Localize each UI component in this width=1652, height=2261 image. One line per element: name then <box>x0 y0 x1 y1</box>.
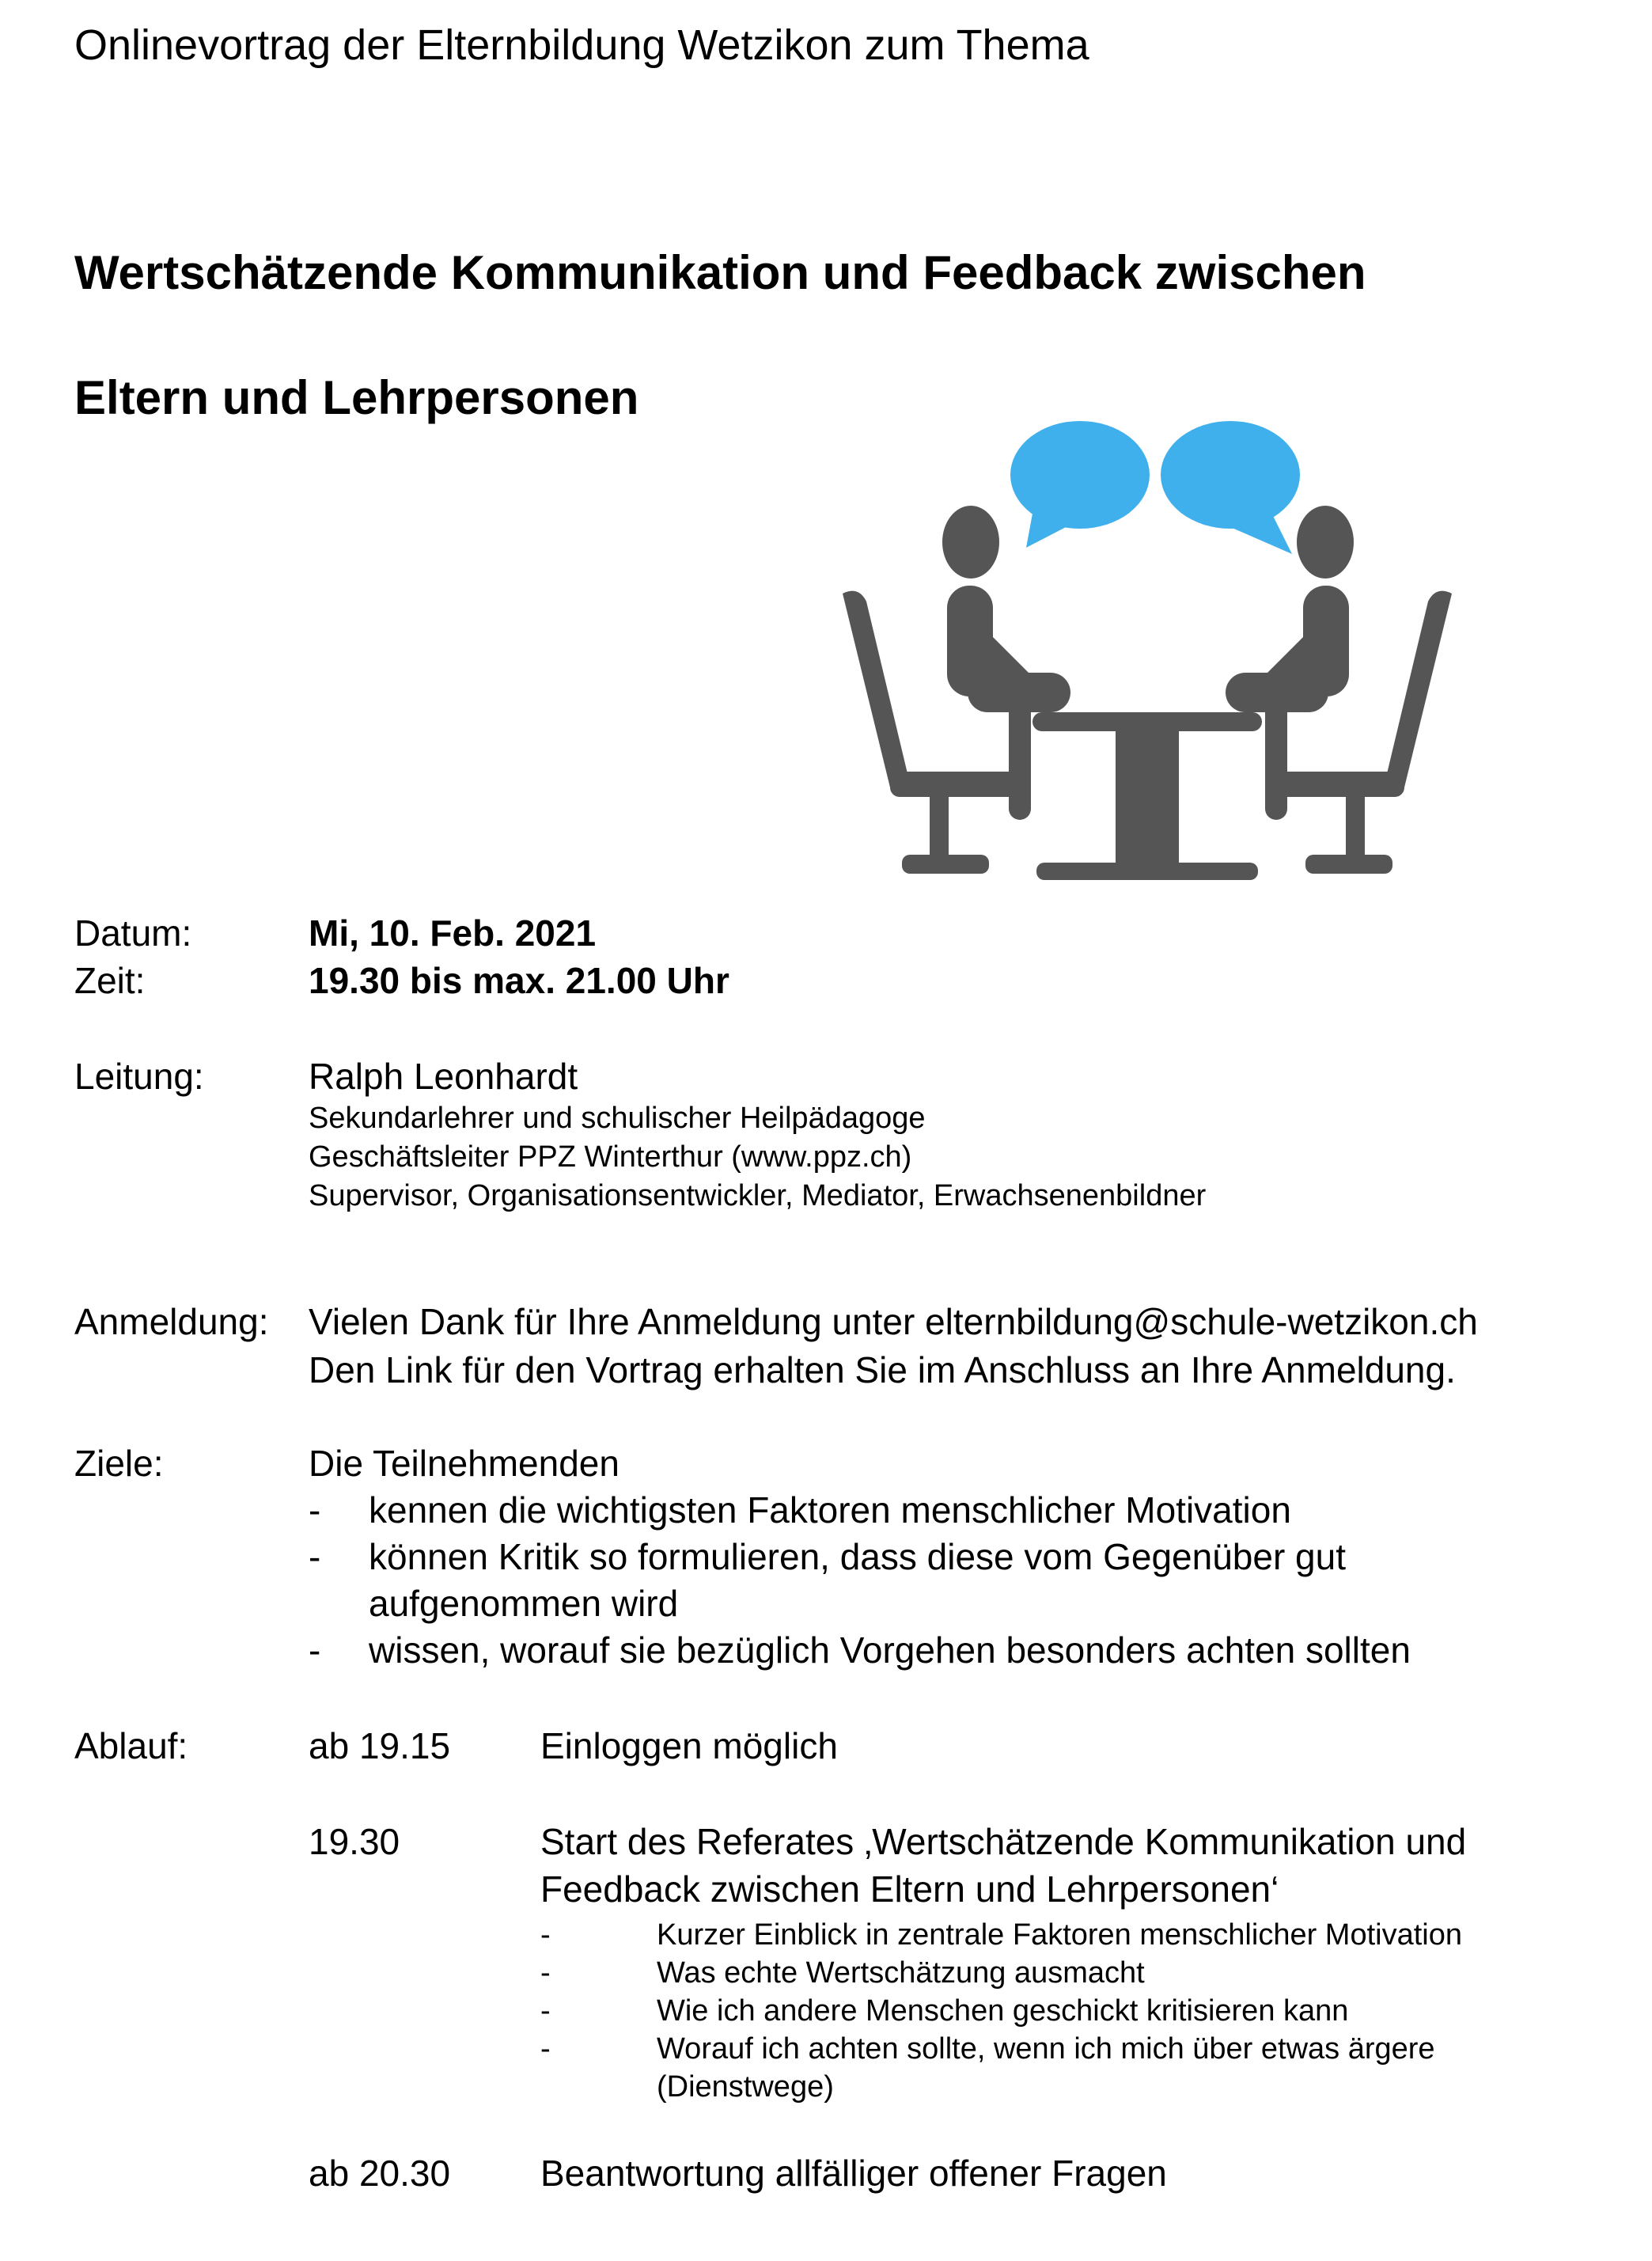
ablauf-subitem-bullet: - <box>540 1956 551 1990</box>
datum-value: Mi, 10. Feb. 2021 <box>309 912 597 954</box>
leitung-name: Ralph Leonhardt <box>309 1056 578 1097</box>
ziele-item: kennen die wichtigsten Faktoren menschlicher Motivation <box>369 1489 1291 1531</box>
ablauf-subitem-bullet: - <box>540 1994 551 2028</box>
ablauf-time: ab 20.30 <box>309 2153 451 2194</box>
leitung-detail: Supervisor, Organisationsentwickler, Mediator, Erwachsenenbildner <box>309 1179 1207 1212</box>
ziele-bullet: - <box>309 1629 321 1671</box>
ablauf-subitem-bullet: - <box>540 2032 551 2066</box>
ablauf-subitem: Kurzer Einblick in zentrale Faktoren menschlicher Motivation <box>657 1918 1462 1952</box>
ziele-label: Ziele: <box>74 1443 164 1484</box>
ablauf-time: 19.30 <box>309 1821 400 1862</box>
ablauf-text: Feedback zwischen Eltern und Lehrpersonen‘ <box>540 1868 1279 1910</box>
ziele-item: aufgenommen wird <box>369 1583 679 1624</box>
speech-bubble-right-icon <box>1161 421 1300 554</box>
ziele-item: wissen, worauf sie bezüglich Vorgehen besonders achten sollten <box>369 1629 1411 1671</box>
ablauf-subitem: (Dienstwege) <box>657 2070 834 2104</box>
two-people-talking-icon <box>835 412 1460 886</box>
ablauf-label: Ablauf: <box>74 1725 188 1766</box>
ablauf-subitem: Worauf ich achten sollte, wenn ich mich über etwas ärgere <box>657 2032 1435 2066</box>
ablauf-text: Beantwortung allfälliger offener Fragen <box>540 2153 1167 2194</box>
ziele-item: können Kritik so formulieren, dass diese vom Gegenüber gut <box>369 1536 1346 1577</box>
datum-label: Datum: <box>74 912 192 954</box>
title-line-2: Eltern und Lehrpersonen <box>74 371 639 424</box>
anmeldung-line: Vielen Dank für Ihre Anmeldung unter elternbildung@schule-wetzikon.ch <box>309 1301 1478 1342</box>
anmeldung-label: Anmeldung: <box>74 1301 269 1342</box>
ablauf-text: Start des Referates ‚Wertschätzende Kommunikation und <box>540 1821 1467 1862</box>
ablauf-subitem-bullet: - <box>540 1918 551 1952</box>
zeit-label: Zeit: <box>74 960 146 1001</box>
ziele-bullet: - <box>309 1536 321 1577</box>
ziele-bullet: - <box>309 1489 321 1531</box>
ablauf-subitem: Was echte Wertschätzung ausmacht <box>657 1956 1145 1990</box>
ablauf-text: Einloggen möglich <box>540 1725 838 1766</box>
leitung-label: Leitung: <box>74 1056 204 1097</box>
ziele-intro: Die Teilnehmenden <box>309 1443 620 1484</box>
ablauf-subitem: Wie ich andere Menschen geschickt kritisieren kann <box>657 1994 1349 2028</box>
ablauf-time: ab 19.15 <box>309 1725 451 1766</box>
anmeldung-line: Den Link für den Vortrag erhalten Sie im Anschluss an Ihre Anmeldung. <box>309 1349 1456 1390</box>
speech-bubble-left-icon <box>1010 421 1150 548</box>
zeit-value: 19.30 bis max. 21.00 Uhr <box>309 960 729 1001</box>
leitung-detail: Geschäftsleiter PPZ Winterthur (www.ppz.ch) <box>309 1140 912 1174</box>
title-line-1: Wertschätzende Kommunikation und Feedback zwischen <box>74 246 1366 299</box>
leitung-detail: Sekundarlehrer und schulischer Heilpädagoge <box>309 1102 926 1135</box>
intro-text: Onlinevortrag der Elternbildung Wetzikon zum Thema <box>74 21 1089 69</box>
